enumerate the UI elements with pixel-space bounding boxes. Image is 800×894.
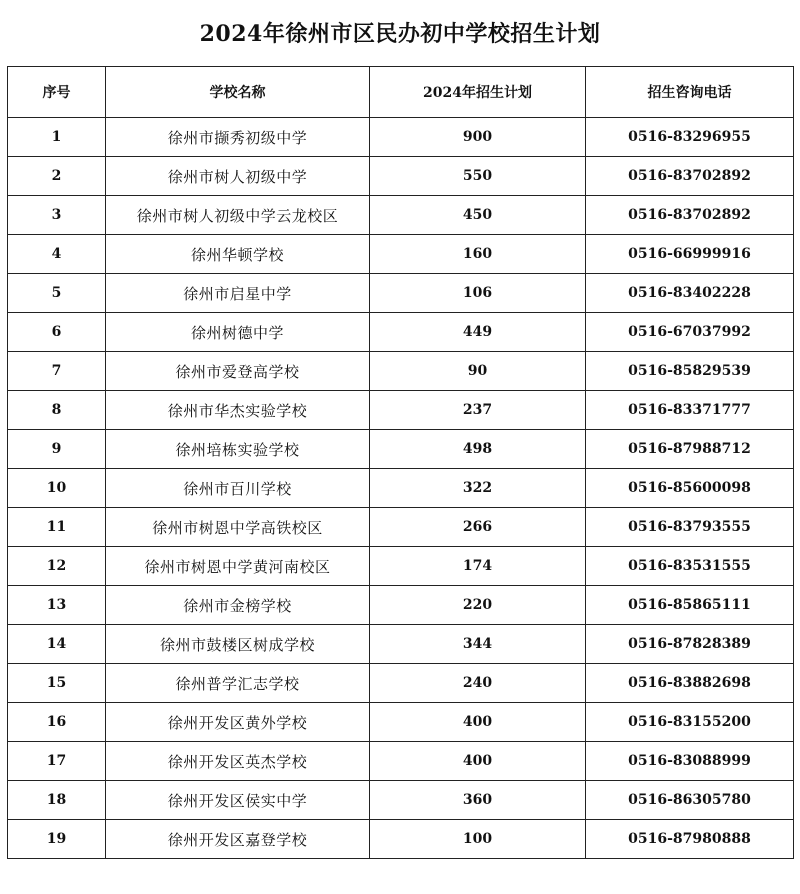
seq-cell: 15: [8, 664, 106, 703]
seq-cell: 4: [8, 235, 106, 274]
header-row: [8, 67, 794, 118]
seq-cell: 14: [8, 625, 106, 664]
phone-cell: 0516-66999916: [586, 235, 794, 274]
plan-count-cell: 220: [370, 586, 586, 625]
school-name-cell: 徐州华顿学校: [106, 235, 370, 274]
plan-count-cell: 400: [370, 742, 586, 781]
school-name-cell: 徐州市树恩中学高铁校区: [106, 508, 370, 547]
phone-cell: 0516-87828389: [586, 625, 794, 664]
phone-cell: 0516-83702892: [586, 157, 794, 196]
phone-cell: 0516-83155200: [586, 703, 794, 742]
phone-cell: 0516-83882698: [586, 664, 794, 703]
phone-cell: 0516-83702892: [586, 196, 794, 235]
table-row: [8, 703, 794, 742]
table-row: [8, 742, 794, 781]
table-row: [8, 781, 794, 820]
plan-count-cell: 498: [370, 430, 586, 469]
seq-cell: 17: [8, 742, 106, 781]
plan-count-cell: 449: [370, 313, 586, 352]
plan-count-cell: 240: [370, 664, 586, 703]
table-row: [8, 586, 794, 625]
school-name-cell: 徐州培栋实验学校: [106, 430, 370, 469]
plan-count-cell: 237: [370, 391, 586, 430]
seq-cell: 2: [8, 157, 106, 196]
seq-cell: 6: [8, 313, 106, 352]
phone-cell: 0516-87988712: [586, 430, 794, 469]
phone-cell: 0516-83531555: [586, 547, 794, 586]
school-name-cell: 徐州市树恩中学黄河南校区: [106, 547, 370, 586]
seq-cell: 13: [8, 586, 106, 625]
plan-count-cell: 266: [370, 508, 586, 547]
phone-cell: 0516-83793555: [586, 508, 794, 547]
school-name-cell: 徐州市树人初级中学云龙校区: [106, 196, 370, 235]
seq-cell: 10: [8, 469, 106, 508]
table-row: [8, 664, 794, 703]
seq-cell: 9: [8, 430, 106, 469]
school-name-cell: 徐州市鼓楼区树成学校: [106, 625, 370, 664]
seq-cell: 16: [8, 703, 106, 742]
school-name-cell: 徐州市百川学校: [106, 469, 370, 508]
phone-cell: 0516-67037992: [586, 313, 794, 352]
seq-cell: 1: [8, 118, 106, 157]
header-school: 学校名称: [106, 67, 370, 118]
school-name-cell: 徐州开发区侯实中学: [106, 781, 370, 820]
plan-count-cell: 174: [370, 547, 586, 586]
table-row: [8, 157, 794, 196]
seq-cell: 12: [8, 547, 106, 586]
seq-cell: 3: [8, 196, 106, 235]
table-row: [8, 196, 794, 235]
seq-cell: 18: [8, 781, 106, 820]
seq-cell: 11: [8, 508, 106, 547]
page-title: 2024年徐州市区民办初中学校招生计划: [199, 21, 601, 47]
table-row: [8, 235, 794, 274]
plan-count-cell: 344: [370, 625, 586, 664]
plan-count-cell: 160: [370, 235, 586, 274]
enrollment-table: [7, 66, 794, 859]
school-name-cell: 徐州普学汇志学校: [106, 664, 370, 703]
school-name-cell: 徐州市撷秀初级中学: [106, 118, 370, 157]
table-row: [8, 274, 794, 313]
phone-cell: 0516-86305780: [586, 781, 794, 820]
plan-count-cell: 106: [370, 274, 586, 313]
plan-count-cell: 100: [370, 820, 586, 859]
phone-cell: 0516-83402228: [586, 274, 794, 313]
school-name-cell: 徐州开发区黄外学校: [106, 703, 370, 742]
table-row: [8, 352, 794, 391]
school-name-cell: 徐州树德中学: [106, 313, 370, 352]
table-row: [8, 430, 794, 469]
header-plan: 2024年招生计划: [370, 67, 586, 118]
table-row: [8, 469, 794, 508]
plan-count-cell: 90: [370, 352, 586, 391]
plan-count-cell: 322: [370, 469, 586, 508]
plan-count-cell: 400: [370, 703, 586, 742]
table-row: [8, 508, 794, 547]
plan-count-cell: 450: [370, 196, 586, 235]
table-row: [8, 118, 794, 157]
header-phone: 招生咨询电话: [586, 67, 794, 118]
table-row: [8, 391, 794, 430]
phone-cell: 0516-85600098: [586, 469, 794, 508]
plan-count-cell: 360: [370, 781, 586, 820]
seq-cell: 5: [8, 274, 106, 313]
phone-cell: 0516-85829539: [586, 352, 794, 391]
header-seq: 序号: [8, 67, 106, 118]
plan-count-cell: 900: [370, 118, 586, 157]
table-row: [8, 313, 794, 352]
table-body: [8, 118, 794, 859]
table-row: [8, 547, 794, 586]
school-name-cell: 徐州市爱登高学校: [106, 352, 370, 391]
phone-cell: 0516-83088999: [586, 742, 794, 781]
school-name-cell: 徐州市启星中学: [106, 274, 370, 313]
phone-cell: 0516-87980888: [586, 820, 794, 859]
seq-cell: 19: [8, 820, 106, 859]
school-name-cell: 徐州市华杰实验学校: [106, 391, 370, 430]
phone-cell: 0516-85865111: [586, 586, 794, 625]
school-name-cell: 徐州开发区嘉登学校: [106, 820, 370, 859]
seq-cell: 7: [8, 352, 106, 391]
table-row: [8, 820, 794, 859]
table-row: [8, 625, 794, 664]
school-name-cell: 徐州市金榜学校: [106, 586, 370, 625]
seq-cell: 8: [8, 391, 106, 430]
title-row: [7, 0, 793, 65]
phone-cell: 0516-83296955: [586, 118, 794, 157]
school-name-cell: 徐州开发区英杰学校: [106, 742, 370, 781]
school-name-cell: 徐州市树人初级中学: [106, 157, 370, 196]
plan-count-cell: 550: [370, 157, 586, 196]
phone-cell: 0516-83371777: [586, 391, 794, 430]
